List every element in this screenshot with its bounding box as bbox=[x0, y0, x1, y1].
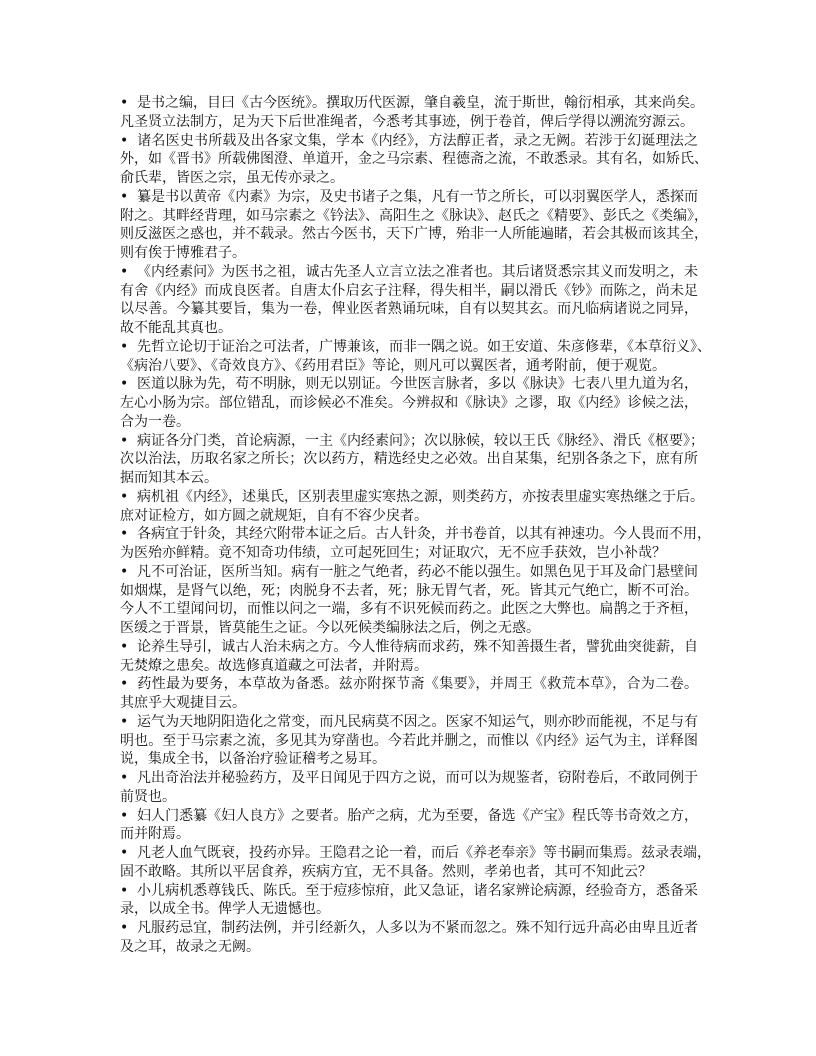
list-item bbox=[120, 525, 711, 563]
text-line bbox=[120, 638, 698, 657]
list-item bbox=[120, 675, 698, 713]
line-text: 小儿病机悉尊钱氏、陈氏。至于痘疹惊疳，此又急证，诸名家辨论病源，经验奇方，悉备采 bbox=[137, 882, 698, 899]
line-text: 庶对证检方，如方圆之就规矩，自有不容少戾者。 bbox=[120, 507, 428, 524]
text-line bbox=[120, 225, 708, 244]
line-text: 说，集成全书，以备治疗验证稽考之易耳。 bbox=[120, 751, 386, 768]
line-text: 病机祖《内经》，述巢氏，区别表里虚实寒热之源，则类药方，亦按表里虚实寒热继之于后。 bbox=[137, 488, 704, 505]
text-line bbox=[120, 919, 698, 938]
text-line bbox=[120, 582, 698, 601]
list-item bbox=[120, 713, 698, 769]
line-text: 如烟煤，是肾气以绝，死；肉脱身不去者，死；脉无胃气者，死。皆其元气绝亡，断不可治。 bbox=[120, 582, 698, 599]
text-line bbox=[120, 825, 698, 844]
list-item bbox=[120, 807, 698, 845]
text-line bbox=[120, 338, 711, 357]
list-item bbox=[120, 488, 704, 526]
text-line bbox=[120, 769, 698, 788]
line-text: 而并附焉。 bbox=[120, 826, 190, 843]
bullet-icon: • bbox=[120, 882, 129, 899]
bullet-icon: • bbox=[120, 807, 129, 824]
line-text: 固不敢略。其所以平居食养，疾病方宜，无不具备。然则，孝弟也者，其可不知此云？ bbox=[120, 863, 652, 880]
line-text: 妇人门悉纂《妇人良方》之要者。胎产之病，尤为至要，备选《产宝》程氏等书奇效之方， bbox=[137, 807, 698, 824]
text-line bbox=[120, 357, 698, 376]
text-line bbox=[120, 694, 698, 713]
line-text: 医缓之于晋景，皆莫能生之证。今以死候类编脉法之后，例之无惑。 bbox=[120, 620, 540, 636]
text-line bbox=[120, 900, 698, 919]
line-text: 则反滋医之惑也，并不载录。然古今医书，天下广博，殆非一人所能遍睹，若会其极而该其全， bbox=[120, 226, 708, 243]
bullet-icon: • bbox=[120, 132, 129, 149]
line-text: 凡服药忌宜，制药法例，并引经新久，人多以为不紧而忽之。殊不知行远升高必由卑且近者 bbox=[137, 920, 698, 936]
text-line bbox=[120, 938, 698, 957]
text-line bbox=[120, 263, 698, 282]
text-line bbox=[120, 619, 698, 638]
list-item bbox=[120, 94, 704, 132]
bullet-icon: • bbox=[120, 638, 129, 655]
line-text: 其庶乎大观捷目云。 bbox=[120, 695, 246, 711]
line-text: 外，如《晋书》所载佛图澄、单道开，金之马宗素、程德斋之流，不敢悉录。其有名，如矫氏、 bbox=[120, 151, 708, 168]
text-line bbox=[120, 244, 698, 263]
text-line bbox=[120, 713, 698, 732]
bullet-icon: • bbox=[120, 713, 129, 730]
text-line bbox=[120, 488, 704, 507]
list-item bbox=[120, 919, 698, 957]
bullet-icon: • bbox=[120, 376, 129, 393]
text-line bbox=[120, 319, 698, 338]
line-text: 凡不可治证，医所当知。病有一脏之气绝者，药必不能以强生。如黑色见于耳及命门悬壁间 bbox=[137, 563, 698, 580]
list-item bbox=[120, 132, 708, 188]
list-item bbox=[120, 769, 698, 807]
text-line bbox=[120, 413, 698, 432]
text-line bbox=[120, 732, 698, 751]
bullet-icon: • bbox=[120, 95, 129, 111]
line-text: 诸名医史书所载及出各家文集，学本《内经》，方法醇正者，录之无阙。若涉于幻诞理法之 bbox=[137, 132, 698, 149]
line-text: 病证各分门类，首论病源，一主《内经素问》；次以脉候，较以王氏《脉经》、滑氏《枢要》； bbox=[137, 432, 704, 449]
text-line bbox=[120, 432, 704, 451]
text-line bbox=[120, 300, 698, 319]
list-item bbox=[120, 638, 698, 676]
list-item bbox=[120, 563, 698, 638]
line-text: 今人不工望闻问切，而惟以问之一端，多有不识死候而药之。此医之大弊也。扁鹊之于齐桓， bbox=[120, 601, 698, 618]
bullet-icon: • bbox=[120, 920, 129, 936]
line-text: 论养生导引，诚古人治未病之方。今人惟待病而求药，殊不知善摄生者，譬犹曲突徙薪，自 bbox=[137, 638, 698, 655]
line-text: 左心小肠为宗。部位错乱，而诊候必不准矣。今辨叔和《脉诀》之谬，取《内经》诊候之法， bbox=[120, 395, 698, 411]
line-text: 药性最为要务，本草故为备悉。兹亦附探节斋《集要》，并周王《救荒本草》，合为二卷。 bbox=[137, 676, 698, 693]
line-text: 有舍《内经》而成良医者。自唐太仆启玄子注释，得失相半，嗣以滑氏《钞》而陈之，尚未足 bbox=[120, 282, 698, 299]
line-text: 故不能乱其真也。 bbox=[120, 320, 232, 336]
list-item bbox=[120, 882, 698, 920]
line-text: 《病治八要》、《奇效良方》、《药用君臣》等论，则凡可以翼医者，通考附前，便于观览。 bbox=[120, 357, 666, 374]
bullet-icon: • bbox=[120, 676, 129, 693]
text-line bbox=[120, 469, 698, 488]
text-line bbox=[120, 450, 698, 469]
text-line bbox=[120, 207, 708, 226]
line-text: 纂是书以黄帝《内素》为宗，及史书诸子之集，凡有一节之所长，可以羽翼医学人，悉探而 bbox=[137, 188, 698, 205]
line-text: 附之。其畔经背理，如马宗素之《钤法》、高阳生之《脉诀》、赵氏之《精要》、彭氏之《类编》， bbox=[120, 207, 708, 224]
text-line bbox=[120, 657, 698, 676]
bullet-icon: • bbox=[120, 563, 129, 580]
line-text: 《内经素问》为医书之祖，诚古先圣人立言立法之准者也。其后诸贤悉宗其义而发明之，未 bbox=[137, 263, 698, 280]
line-text: 合为一卷。 bbox=[120, 413, 190, 430]
document-body bbox=[120, 94, 711, 957]
line-text: 无焚燎之患矣。故选修真道藏之可法者，并附焉。 bbox=[120, 657, 428, 674]
text-line bbox=[120, 188, 698, 207]
bullet-icon: • bbox=[120, 338, 129, 355]
line-text: 明也。至于马宗素之流，多见其为穿凿也。今若此并删之，而惟以《内经》运气为主，详释图 bbox=[120, 732, 698, 749]
text-line bbox=[120, 807, 698, 826]
line-text: 运气为天地阴阳造化之常变，而凡民病莫不因之。医家不知运气，则亦眇而能视，不足与有 bbox=[137, 713, 698, 730]
line-text: 次以治法，历取名家之所长；次以药方，精选经史之必效。出自某集，纪别各条之下，庶有所 bbox=[120, 451, 698, 468]
text-line bbox=[120, 150, 708, 169]
line-text: 则有俟于博雅君子。 bbox=[120, 245, 246, 261]
line-text: 以尽善。今纂其要旨，集为一卷，俾业医者熟诵玩味，自有以契其玄。而凡临病诸说之同异， bbox=[120, 301, 698, 318]
list-item bbox=[120, 432, 704, 488]
line-text: 各病宜于针灸，其经穴附带本证之后。古人针灸，并书卷首，以其有神速功。今人畏而不用， bbox=[137, 526, 711, 543]
bullet-icon: • bbox=[120, 188, 129, 205]
text-line bbox=[120, 113, 698, 132]
text-line bbox=[120, 132, 698, 151]
text-line bbox=[120, 882, 698, 901]
bullet-icon: • bbox=[120, 263, 129, 280]
text-line bbox=[120, 507, 698, 526]
text-line bbox=[120, 750, 698, 769]
line-text: 先哲立论切于证治之可法者，广博兼该，而非一隅之说。如王安道、朱彦修辈，《本草衍义》、 bbox=[137, 338, 711, 355]
line-text: 前贤也。 bbox=[120, 788, 176, 805]
text-line bbox=[120, 788, 698, 807]
text-line bbox=[120, 375, 698, 394]
line-text: 是书之编，目曰《古今医统》。撰取历代医源，肇自羲皇，流于斯世，翰衍相承，其来尚矣。 bbox=[137, 95, 704, 111]
bullet-icon: • bbox=[120, 526, 129, 543]
list-item bbox=[120, 263, 698, 338]
bullet-icon: • bbox=[120, 432, 129, 449]
bullet-icon: • bbox=[120, 488, 129, 505]
list-item bbox=[120, 844, 711, 882]
text-line bbox=[120, 525, 711, 544]
list-item bbox=[120, 375, 698, 431]
line-text: 及之耳，故录之无阙。 bbox=[120, 938, 260, 955]
text-line bbox=[120, 600, 698, 619]
line-text: 凡圣贤立法制方，足为天下后世准绳者，今悉考其事迹，例于卷首，俾后学得以溯流穷源云。 bbox=[120, 113, 694, 130]
text-line bbox=[120, 544, 698, 563]
text-line bbox=[120, 675, 698, 694]
line-text: 为医殆亦鲜精。竟不知奇功伟绩，立可起死回生；对证取穴，无不应手获效，岂小补哉？ bbox=[120, 545, 666, 561]
line-text: 录，以成全书。俾学人无遗憾也。 bbox=[120, 901, 330, 918]
line-text: 凡老人血气既衰，投药亦异。王隐君之论一着，而后《养老奉亲》等书嗣而集焉。兹录表端， bbox=[137, 845, 711, 861]
line-text: 据而知其本云。 bbox=[120, 470, 218, 486]
text-line bbox=[120, 282, 698, 301]
text-line bbox=[120, 169, 698, 188]
line-text: 医道以脉为先，苟不明脉，则无以别证。今世医言脉者，多以《脉诀》七表八里九道为名， bbox=[137, 376, 698, 393]
bullet-icon: • bbox=[120, 845, 129, 861]
line-text: 俞氏辈，皆医之宗，虽无传亦录之。 bbox=[120, 170, 344, 186]
list-item bbox=[120, 338, 711, 376]
list-item bbox=[120, 188, 708, 263]
text-line bbox=[120, 863, 698, 882]
bullet-icon: • bbox=[120, 770, 129, 786]
line-text: 凡出奇治法并秘验药方，及平日闻见于四方之说，而可以为规鉴者，窃附卷后，不敢同例于 bbox=[137, 770, 698, 786]
text-line bbox=[120, 394, 698, 413]
text-line bbox=[120, 94, 704, 113]
text-line bbox=[120, 563, 698, 582]
text-line bbox=[120, 844, 711, 863]
